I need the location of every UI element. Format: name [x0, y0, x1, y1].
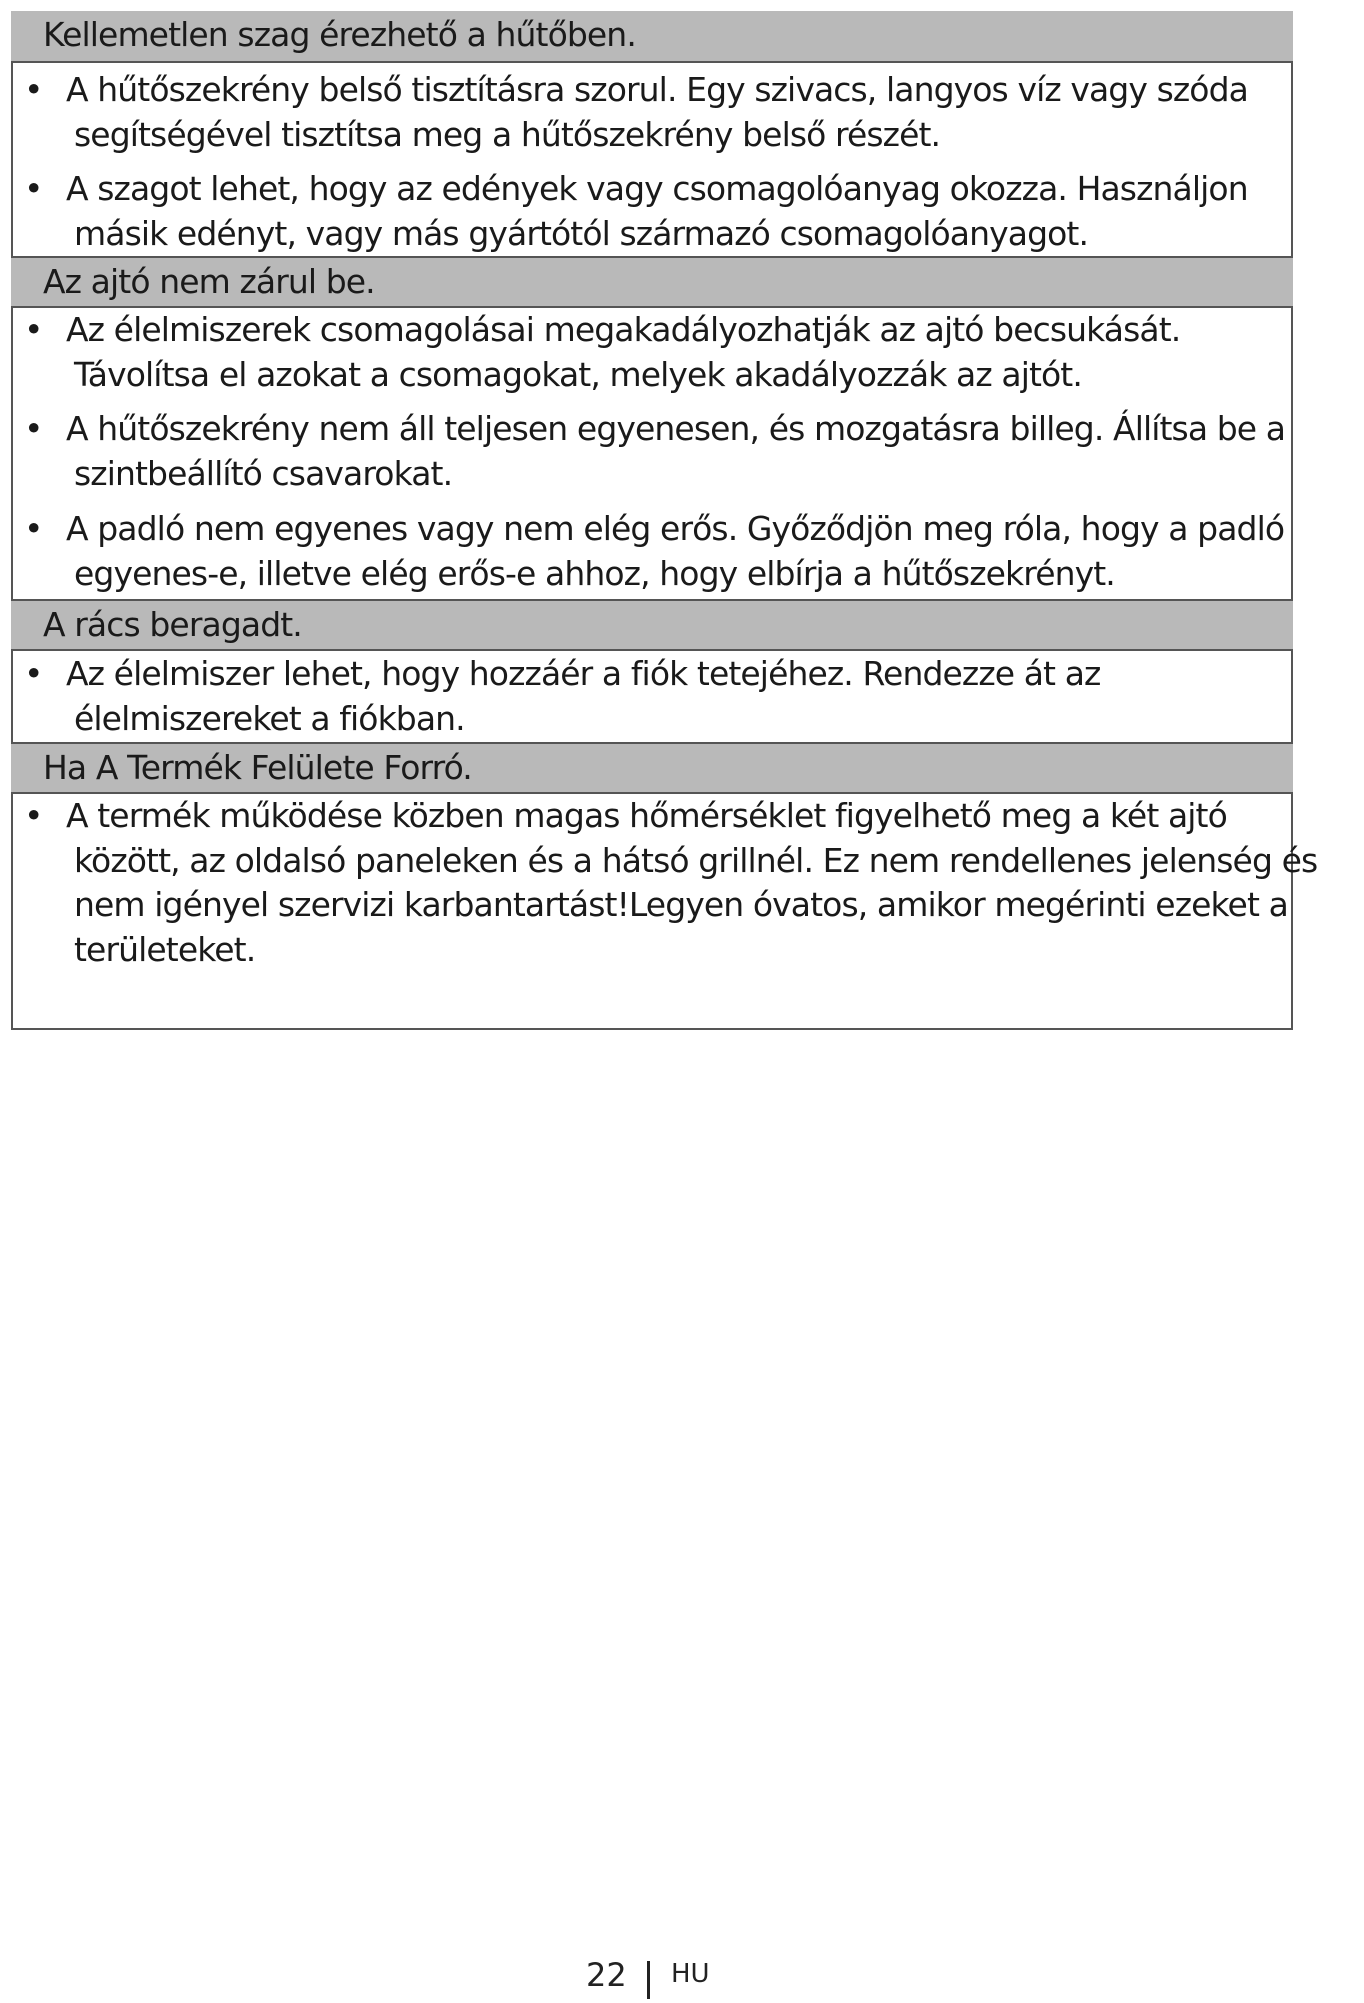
item-line: területeket. — [74, 929, 256, 969]
section-header-text: Az ajtó nem zárul be. — [43, 262, 375, 301]
item-line: szintbeállító csavarokat. — [74, 453, 453, 493]
section-header-text: Kellemetlen szag érezhető a hűtőben. — [43, 15, 636, 54]
item-line: másik edényt, vagy más gyártótól származó csomagolóanyagot. — [74, 213, 1089, 253]
item-line: nem igényel szervizi karbantartást!Legyen óvatos, amikor megérinti ezeket a — [74, 885, 1288, 924]
section-header-grille — [11, 599, 1293, 651]
page-number: 22 — [586, 1956, 627, 1994]
item-line: Az élelmiszer lehet, hogy hozzáér a fiók tetejéhez. Rendezze át az — [66, 654, 1101, 693]
list-item — [24, 507, 1354, 596]
item-line: A termék működése közben magas hőmérséklet figyelhető meg a két ajtó — [66, 796, 1227, 835]
item-line: élelmiszereket a fiókban. — [74, 698, 465, 738]
section-header-odor — [11, 11, 1293, 63]
item-line: egyenes-e, illetve elég erős-e ahhoz, hogy elbírja a hűtőszekrényt. — [74, 553, 1115, 593]
language-code: HU — [671, 1959, 710, 1989]
list-item — [24, 407, 1354, 496]
bullet-icon: • — [24, 310, 43, 349]
bullet-icon: • — [24, 509, 43, 548]
list-item — [24, 167, 1354, 256]
item-line: A hűtőszekrény nem áll teljesen egyenesen, és mozgatásra billeg. Állítsa be a — [66, 409, 1286, 448]
bullet-icon: • — [24, 654, 43, 693]
item-line: segítségével tisztítsa meg a hűtőszekrény belső részét. — [74, 114, 941, 154]
item-line: A hűtőszekrény belső tisztításra szorul. Egy szivacs, langyos víz vagy szóda — [66, 70, 1248, 109]
item-line: A szagot lehet, hogy az edények vagy csomagolóanyag okozza. Használjon — [66, 169, 1248, 208]
list-item — [24, 68, 1354, 157]
item-line: Távolítsa el azokat a csomagokat, melyek akadályozzák az ajtót. — [74, 354, 1082, 394]
item-line: között, az oldalsó paneleken és a hátsó grillnél. Ez nem rendellenes jelenség és — [74, 840, 1318, 880]
section-header-text: A rács beragadt. — [43, 605, 302, 644]
list-item — [24, 794, 1354, 972]
item-line: A padló nem egyenes vagy nem elég erős. Győződjön meg róla, hogy a padló — [66, 509, 1285, 548]
section-header-text: Ha A Termék Felülete Forró. — [43, 748, 472, 787]
footer-divider — [647, 1961, 650, 1999]
list-item — [24, 308, 1354, 397]
item-line: Az élelmiszerek csomagolásai megakadályozhatják az ajtó becsukását. — [66, 310, 1181, 349]
bullet-icon: • — [24, 409, 43, 448]
section-header-hot-surface — [11, 742, 1293, 794]
bullet-icon: • — [24, 169, 43, 208]
list-item — [24, 652, 1354, 741]
section-header-door — [11, 256, 1293, 308]
bullet-icon: • — [24, 70, 43, 109]
bullet-icon: • — [24, 796, 43, 835]
